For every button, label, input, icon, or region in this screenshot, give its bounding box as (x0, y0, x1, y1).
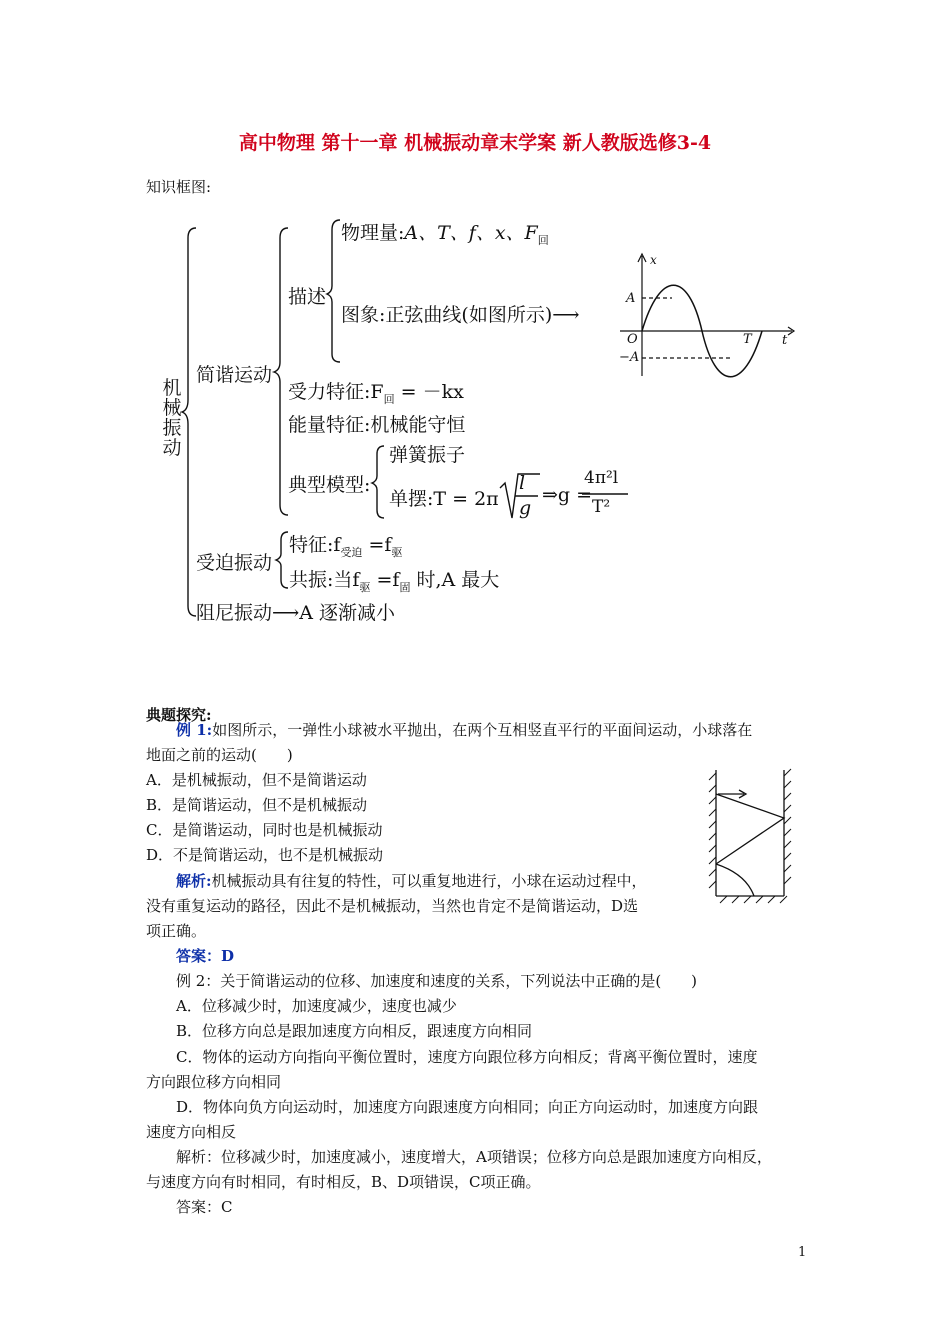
damped-line: 阻尼振动⟶A 逐渐减小 (196, 602, 395, 624)
graph-x-label: x (650, 253, 657, 267)
describe-label: 描述 (288, 286, 327, 308)
ex1-option-c: C．是简谐运动，同时也是机械振动 (146, 821, 383, 839)
model-label: 典型模型: (288, 474, 371, 496)
ex1-jx1: 机械振动具有往复的特性，可以重复地进行，小球在运动过程中， (211, 872, 647, 890)
page-number: 1 (798, 1245, 807, 1260)
feature-prefix: 特征:f (289, 534, 341, 556)
forced-label: 受迫振动 (196, 552, 273, 574)
graph-t-axis-label: t (782, 333, 788, 348)
ex2-answer: 答案：C (176, 1198, 233, 1216)
shm-label: 简谐运动 (196, 364, 273, 386)
pendulum-g: g (519, 497, 532, 519)
ex1-option-d: D．不是简谐运动，也不是机械振动 (146, 846, 384, 864)
reson-sub2: 固 (399, 580, 411, 594)
ex1-analysis-line3: 项正确。 (146, 922, 207, 940)
knowledge-frame-label: 知识框图: (146, 178, 212, 196)
reson-mid: =f (370, 569, 400, 591)
ex2-option-c-line1: C．物体的运动方向指向平衡位置时，速度方向跟位移方向相反；背离平衡位置时，速度 (176, 1048, 758, 1066)
wall-hatching (709, 769, 791, 903)
feature-mid: =f (362, 534, 392, 556)
feature-sub1: 受迫 (340, 545, 363, 559)
ex1-label: 例 1: (176, 721, 213, 739)
quantities-vars: A、T、f、x、F (404, 222, 538, 244)
graph-neg-a-label: −A (619, 350, 640, 365)
pendulum-l: l (519, 472, 526, 494)
feature-sub2: 驱 (391, 545, 403, 559)
formula-denominator: T² (592, 497, 611, 517)
formula-numerator: 4π²l (584, 468, 619, 488)
quantities-prefix: 物理量: (341, 222, 405, 244)
ex2-question: 例 2：关于简谐运动的位移、加速度和速度的关系，下列说法中正确的是( ) (176, 972, 698, 990)
ex2-option-a: A．位移减少时，加速度减少，速度也减少 (176, 997, 457, 1015)
force-sub: 回 (383, 392, 395, 406)
ex1-analysis-line2: 没有重复运动的路径，因此不是机械振动，当然也肯定不是简谐运动，D选 (146, 897, 639, 915)
ball-path-end (716, 864, 754, 896)
root-label: 机械振动 (162, 377, 182, 459)
quantities-sub: 回 (537, 233, 549, 247)
pendulum-prefix: 单摆:T = 2π (389, 488, 499, 510)
ex2-option-d-line2: 速度方向相反 (146, 1123, 237, 1141)
ball-path (716, 794, 784, 864)
ex2-option-b: B．位移方向总是跟加速度方向相反，跟速度方向相同 (176, 1022, 533, 1040)
page-title: 高中物理 第十一章 机械振动章末学案 新人教版选修3-4 (238, 132, 712, 154)
ex2-option-d-line1: D．物体向负方向运动时，加速度方向跟速度方向相同；向正方向运动时，加速度方向跟 (176, 1098, 759, 1116)
ex1-option-b: B．是简谐运动，但不是机械振动 (146, 796, 368, 814)
ex1-q1: 如图所示，一弹性小球被水平抛出，在两个互相竖直平行的平面间运动，小球落在 (212, 721, 753, 739)
ex2-option-c-line2: 方向跟位移方向相同 (146, 1073, 282, 1091)
graph-t-period-label: T (743, 332, 752, 347)
graph-line: 图象:正弦曲线(如图所示)⟶ (341, 304, 580, 326)
spring-label: 弹簧振子 (389, 444, 466, 466)
reson-prefix: 共振:当f (289, 569, 360, 591)
ex1-question-line2: 地面之前的运动( ) (146, 746, 293, 764)
graph-o-label: O (627, 332, 638, 347)
reson-suffix: 时,A 最大 (410, 569, 500, 591)
ex1-answer: 答案：D (176, 947, 235, 965)
reson-sub1: 驱 (359, 580, 371, 594)
ex1-option-a: A．是机械振动，但不是简谐运动 (146, 771, 367, 789)
energy-line: 能量特征:机械能守恒 (288, 414, 466, 436)
graph-a-label: A (626, 291, 636, 306)
section-title: 典题探究: (146, 706, 212, 724)
implies-label: ⇒g = (542, 484, 593, 506)
force-eq: = －kx (394, 381, 464, 403)
ex2-analysis-line2: 与速度方向有时相同，有时相反，B、D项错误，C项正确。 (146, 1173, 541, 1191)
ex2-analysis-line1: 解析：位移减少时，加速度减小，速度增大，A项错误；位移方向总是跟加速度方向相反， (176, 1148, 772, 1166)
force-prefix: 受力特征:F (288, 381, 384, 403)
ex1-analysis-label: 解析: (176, 872, 212, 890)
